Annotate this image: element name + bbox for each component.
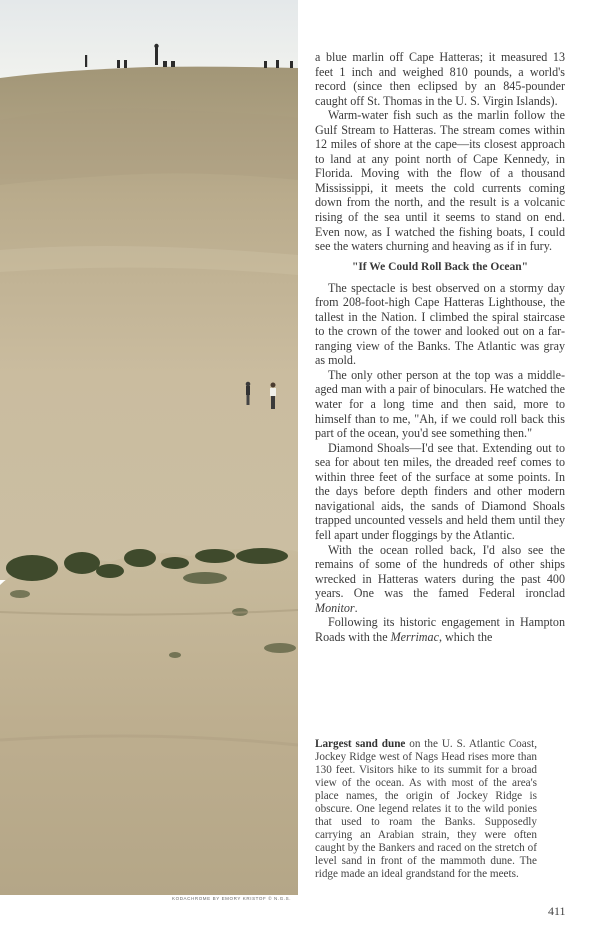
text-run: . bbox=[354, 600, 358, 615]
photo-credit: KODACHROME BY EMORY KRISTOF © N.G.S. bbox=[172, 896, 292, 901]
ship-name-monitor: Monitor bbox=[315, 600, 355, 615]
ship-name-merrimac: Merrimac bbox=[390, 629, 439, 644]
article-paragraph: a blue marlin off Cape Hatteras; it measured 13 feet 1 inch and weighed 810 pounds, a world's record (since then eclipsed by an 845-pounder caught off St. Thomas in the U. S. Virgin Islands). bbox=[315, 50, 565, 108]
article-paragraph-monitor bbox=[315, 543, 565, 616]
text-run: , which the bbox=[438, 629, 493, 644]
caption-text: on the U. S. Atlantic Coast, Jockey Ridge west of Nags Head rises more than 130 feet. Visitors hike to its summit for a broad view of the ocean. As with most of the area's place names, the origin of Jockey Ridge is obscure. One legend relates it to the wild ponies that used to roam the Banks. Supposedly carrying an Arabian strain, they were often caught by the Bankers and raced on the stretch of level sand in front of the mammoth dune. The ridge made an ideal grandstand for the meets. bbox=[315, 738, 538, 881]
article-paragraph: The only other person at the top was a middle-aged man with a pair of binoculars. He watched the water for a long time and then said, more to himself than to me, "Ah, if we could roll back this part of the ocean, you'd see something then." bbox=[315, 367, 565, 441]
article-paragraph: Warm-water fish such as the marlin follow the Gulf Stream to Hatteras. The stream comes within 12 miles of shore at the cape—its closest approach to land at any point north of Cape Kennedy, in Florida. Moving with the flow of a thousand Mississippi, it meets the cold currents coming down from the north, and the result is a volcanic rising of the sea until it seems to stand on end. Even now, as I watched the fishing boats, I could see the waters churning and heaving as if in fury. bbox=[315, 108, 565, 254]
photo-caption bbox=[315, 738, 537, 882]
sand-dune-photo bbox=[0, 0, 298, 895]
text-run: Following its historic engagement in Hampton Roads with the bbox=[315, 615, 565, 644]
caption-lead: Largest sand dune bbox=[315, 738, 406, 750]
sand-dune-illustration bbox=[0, 0, 298, 895]
text-run: With the ocean rolled back, I'd also see the remains of some of the hundreds of other ships wrecked in Hatteras waters during the past 400 years. One was the famed Federal ironclad bbox=[315, 542, 565, 601]
article-paragraph: The spectacle is best observed on a stormy day from 208-foot-high Cape Hatteras Lighthouse, the tallest in the Nation. I climbed the spiral staircase to the crown of the tower and looked out on a far-ranging view of the Banks. The Atlantic was gray as mold. bbox=[315, 280, 565, 368]
article-paragraph-merrimac bbox=[315, 615, 565, 644]
article-column bbox=[315, 50, 565, 644]
page-number: 411 bbox=[548, 904, 566, 918]
article-paragraph: Diamond Shoals—I'd see that. Extending out to sea for about ten miles, the dreaded reef comes to within three feet of the surface at some points. In the days before depth finders and other modern navigational aids, the sands of Diamond Shoals trapped uncounted vessels and held them until they fell apart under floggings by the Atlantic. bbox=[315, 440, 565, 542]
article-subhead: "If We Could Roll Back the Ocean" bbox=[351, 260, 529, 273]
